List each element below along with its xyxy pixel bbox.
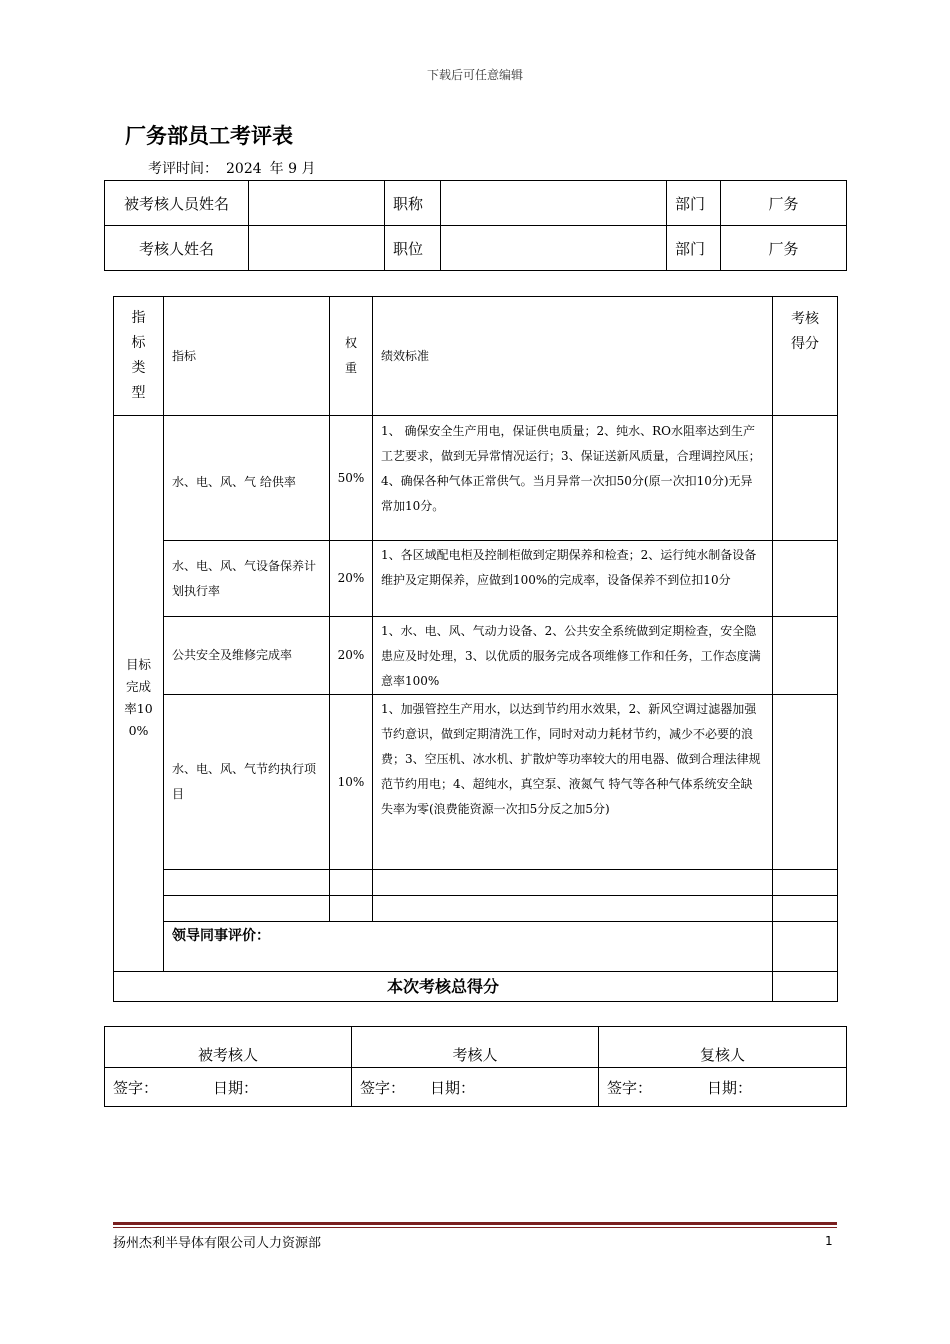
table-row	[114, 541, 838, 617]
reviewer-header: 复核人	[599, 1027, 847, 1068]
title-label: 职称	[385, 181, 441, 226]
standard-cell: 1、水、电、风、气动力设备、2、公共安全系统做到定期检查，安全隐患应及时处理，3、以优质的服务完成各项维修工作和任务，工作态度满意率100%	[373, 617, 773, 695]
footer-rule	[113, 1222, 837, 1225]
page-number: 1	[825, 1234, 833, 1248]
signature-row	[105, 1068, 847, 1107]
empty-cell[interactable]	[330, 896, 373, 922]
empty-cell[interactable]	[164, 896, 330, 922]
indicator-cell: 水、电、风、气 给供率	[164, 416, 330, 541]
sign-label: 签字：	[360, 1078, 406, 1097]
indicator-cell: 公共安全及维修完成率	[164, 617, 330, 695]
dept-value: 厂务	[721, 226, 847, 271]
weight-cell: 50%	[330, 416, 373, 541]
score-field[interactable]	[773, 416, 838, 541]
leader-comment-label: 领导同事评价：	[172, 928, 270, 944]
footer-company: 扬州杰利半导体有限公司人力资源部	[113, 1236, 322, 1251]
empty-cell[interactable]	[330, 870, 373, 896]
examinee-name-field[interactable]	[249, 181, 385, 226]
evaluation-date	[148, 158, 323, 178]
position-label: 职位	[385, 226, 441, 271]
empty-cell[interactable]	[373, 896, 773, 922]
date-label: 日期：	[707, 1078, 753, 1097]
dept-label: 部门	[667, 226, 721, 271]
standard-cell: 1、 确保安全生产用电，保证供电质量；2、纯水、RO水阻率达到生产工艺要求，做到无异常情况运行；3、保证送新风质量，合理调控风压；4、确保各种气体正常供气。当月异常一次扣50分(原一次扣10分)无异常加10分。	[373, 416, 773, 541]
info-table	[104, 180, 847, 271]
weight-cell: 20%	[330, 617, 373, 695]
total-score-field[interactable]	[773, 972, 838, 1002]
header-weight: 权重	[330, 297, 373, 416]
table-row	[114, 695, 838, 870]
leader-comment-row	[114, 922, 838, 972]
dept-value: 厂务	[721, 181, 847, 226]
indicator-cell: 水、电、风、气节约执行项目	[164, 695, 330, 870]
header-indicator: 指标	[164, 297, 330, 416]
sign-label: 签字：	[113, 1078, 159, 1097]
empty-cell[interactable]	[164, 870, 330, 896]
reviewer-signature[interactable]	[599, 1068, 847, 1107]
header-type: 指标类型	[114, 297, 164, 416]
standard-cell: 1、各区域配电柜及控制柜做到定期保养和检查；2、运行纯水制备设备维护及定期保养，应做到100%的完成率，设备保养不到位扣10分	[373, 541, 773, 617]
total-score-row	[114, 972, 838, 1002]
date-label: 日期：	[213, 1078, 259, 1097]
indicator-cell: 水、电、风、气设备保养计划执行率	[164, 541, 330, 617]
examiner-name-field[interactable]	[249, 226, 385, 271]
category-cell: 目标完成率100%	[114, 416, 164, 972]
examinee-signature[interactable]	[105, 1068, 352, 1107]
evaluation-table	[113, 296, 838, 1002]
leader-comment-cell[interactable]	[164, 922, 773, 972]
header-standard: 绩效标准	[373, 297, 773, 416]
weight-cell: 10%	[330, 695, 373, 870]
header-score: 考核得分	[773, 297, 838, 416]
page-title: 厂务部员工考评表	[125, 124, 293, 148]
weight-cell: 20%	[330, 541, 373, 617]
examinee-name-label: 被考核人员姓名	[105, 181, 249, 226]
empty-cell[interactable]	[373, 870, 773, 896]
table-row	[114, 617, 838, 695]
header-note: 下载后可任意编辑	[426, 68, 523, 82]
examiner-header: 考核人	[352, 1027, 599, 1068]
empty-cell[interactable]	[773, 870, 838, 896]
date-label: 日期：	[430, 1078, 476, 1097]
leader-comment-score[interactable]	[773, 922, 838, 972]
examinee-header: 被考核人	[105, 1027, 352, 1068]
score-field[interactable]	[773, 541, 838, 617]
score-field[interactable]	[773, 617, 838, 695]
date-label: 考评时间：	[148, 161, 218, 177]
dept-label: 部门	[667, 181, 721, 226]
signature-table	[104, 1026, 847, 1107]
empty-row	[114, 870, 838, 896]
total-score-label: 本次考核总得分	[114, 972, 773, 1002]
position-field[interactable]	[441, 226, 667, 271]
empty-cell[interactable]	[773, 896, 838, 922]
standard-cell: 1、加强管控生产用水，以达到节约用水效果，2、新风空调过滤器加强节约意识，做到定期清洗工作，同时对动力耗材节约，减少不必要的浪费；3、空压机、冰水机、扩散炉等功率较大的用电器、做到合理法律规范节约用电；4、超纯水，真空泵、液氮气 特气等各种气体系统安全缺失率为零(浪费能资源一次扣5分反之加5分)	[373, 695, 773, 870]
footer-rule-thin	[113, 1227, 837, 1228]
info-row-examinee	[105, 181, 847, 226]
date-year: 2024	[226, 161, 262, 177]
sign-label: 签字：	[607, 1078, 653, 1097]
examiner-signature[interactable]	[352, 1068, 599, 1107]
empty-row	[114, 896, 838, 922]
evaluation-header-row	[114, 297, 838, 416]
date-month: 年 9 月	[269, 161, 316, 177]
score-field[interactable]	[773, 695, 838, 870]
examiner-name-label: 考核人姓名	[105, 226, 249, 271]
signature-header-row	[105, 1027, 847, 1068]
table-row	[114, 416, 838, 541]
title-field[interactable]	[441, 181, 667, 226]
info-row-examiner	[105, 226, 847, 271]
